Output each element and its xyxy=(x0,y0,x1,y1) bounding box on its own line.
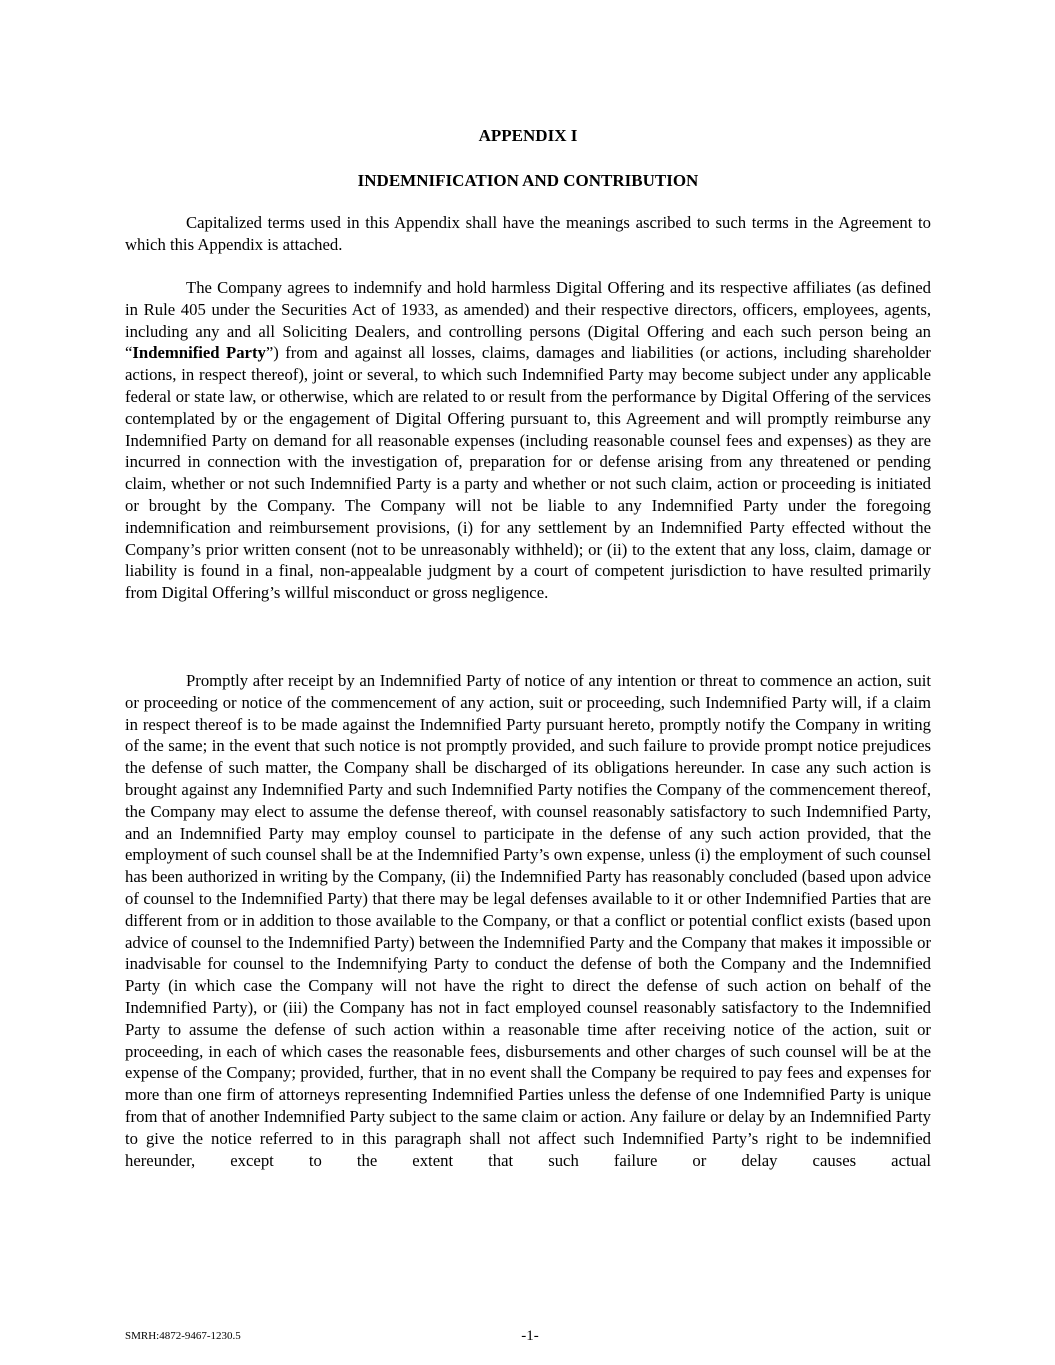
appendix-title: APPENDIX I xyxy=(478,126,578,145)
paragraph-indemnification xyxy=(125,277,931,604)
footer-document-id: SMRH:4872-9467-1230.5 xyxy=(125,1330,241,1342)
paragraph-3-text: Promptly after receipt by an Indemnified Party of notice of any intention or threat to commence an action, suit or proceeding or notice of the commencement of any action, suit or proceeding, such Indemnified Party will, if a claim in respect thereof is to be made against the Indemnified Party pursuant hereto, promptly notify the Company in writing of the same; in the event that such notice is not promptly provided, and such failure to provide prompt notice prejudices the defense of such matter, the Company shall be discharged of its obligations hereunder. In case any such action is brought against any Indemnified Party and such Indemnified Party notifies the Company of the commencement thereof, the Company may elect to assume the defense thereof, with counsel reasonably satisfactory to such Indemnified Party, and an Indemnified Party may employ counsel to participate in the defense of any such action provided, that the employment of such counsel shall be at the Indemnified Party’s own expense, unless (i) the employment of such counsel has been authorized in writing by the Company, (ii) the Indemnified Party has reasonably concluded (based upon advice of counsel to the Indemnified Party) that there may be legal defenses available to it or other Indemnified Parties that are different from or in addition to those available to the Company, or that a conflict or potential conflict exists (based upon advice of counsel to the Indemnified Party) between the Indemnified Party and the Company that makes it impossible or inadvisable for counsel to the Indemnifying Party to conduct the defense of both the Company and the Indemnified Party (in which case the Company will not have the right to direct the defense of such action on behalf of the Indemnified Party), or (iii) the Company has not in fact employed counsel reasonably satisfactory to the Indemnified Party to assume the defense of such action within a reasonable time after receiving notice of the action, suit or proceeding, in each of which cases the reasonable fees, disbursements and other charges of such counsel will be at the expense of the Company; provided, further, that in no event shall the Company be required to pay fees and expenses for more than one firm of attorneys representing Indemnified Parties unless the defense of one Indemnified Party is unique from that of another Indemnified Party subject to the same claim or action. Any failure or delay by an Indemnified Party to give the notice referred to in this paragraph shall not affect such Indemnified Party’s right to be indemnified hereunder, except to the extent that such failure or delay causes actual xyxy=(125,671,931,1170)
paragraph-1-text: Capitalized terms used in this Appendix shall have the meanings ascribed to such terms in the Agreement to which this Appendix is attached. xyxy=(125,213,931,254)
paragraph-definitions xyxy=(125,212,931,256)
section-title: INDEMNIFICATION AND CONTRIBUTION xyxy=(357,171,699,190)
defined-term-indemnified-party: Indemnified Party xyxy=(132,343,266,363)
paragraph-2-after-term: ”) from and against all losses, claims, damages and liabilities (or actions, including shareholder actions, in respect thereof), joint or several, to which such Indemnified Party may become subject under any applicable federal or state law, or otherwise, which are related to or result from the performance by Digital Offering of the services contemplated by or the engagement of Digital Offering pursuant to, this Agreement and will promptly reimburse any Indemnified Party on demand for all reasonable expenses (including reasonable counsel fees and expenses) as they are incurred in connection with the investigation of, preparation for or defense arising from any threatened or pending claim, whether or not such Indemnified Party is a party and whether or not such claim, action or proceeding is initiated or brought by the Company. The Company will not be liable to any Indemnified Party under the foregoing indemnification and reimbursement provisions, (i) for any settlement by an Indemnified Party effected without the Company’s prior written consent (not to be unreasonably withheld); or (ii) to the extent that any loss, claim, damage or liability is found in a final, non-appealable judgment by a court of competent jurisdiction to have resulted primarily from Digital Offering’s willful misconduct or gross negligence. xyxy=(125,343,931,603)
paragraph-notice-procedure xyxy=(125,670,931,1171)
paragraph-2-text xyxy=(125,277,931,604)
footer-page-number: -1- xyxy=(521,1328,539,1344)
paragraph-2-before-term: The Company agrees to indemnify and hold harmless Digital Offering and its respective affiliates (as defined in Rule 405 under the Securities Act of 1933, as amended) and their respective directors, officers, employees, agents, including any and all Soliciting Dealers, and controlling persons (Digital Offering and each such person being an “ xyxy=(125,278,931,363)
